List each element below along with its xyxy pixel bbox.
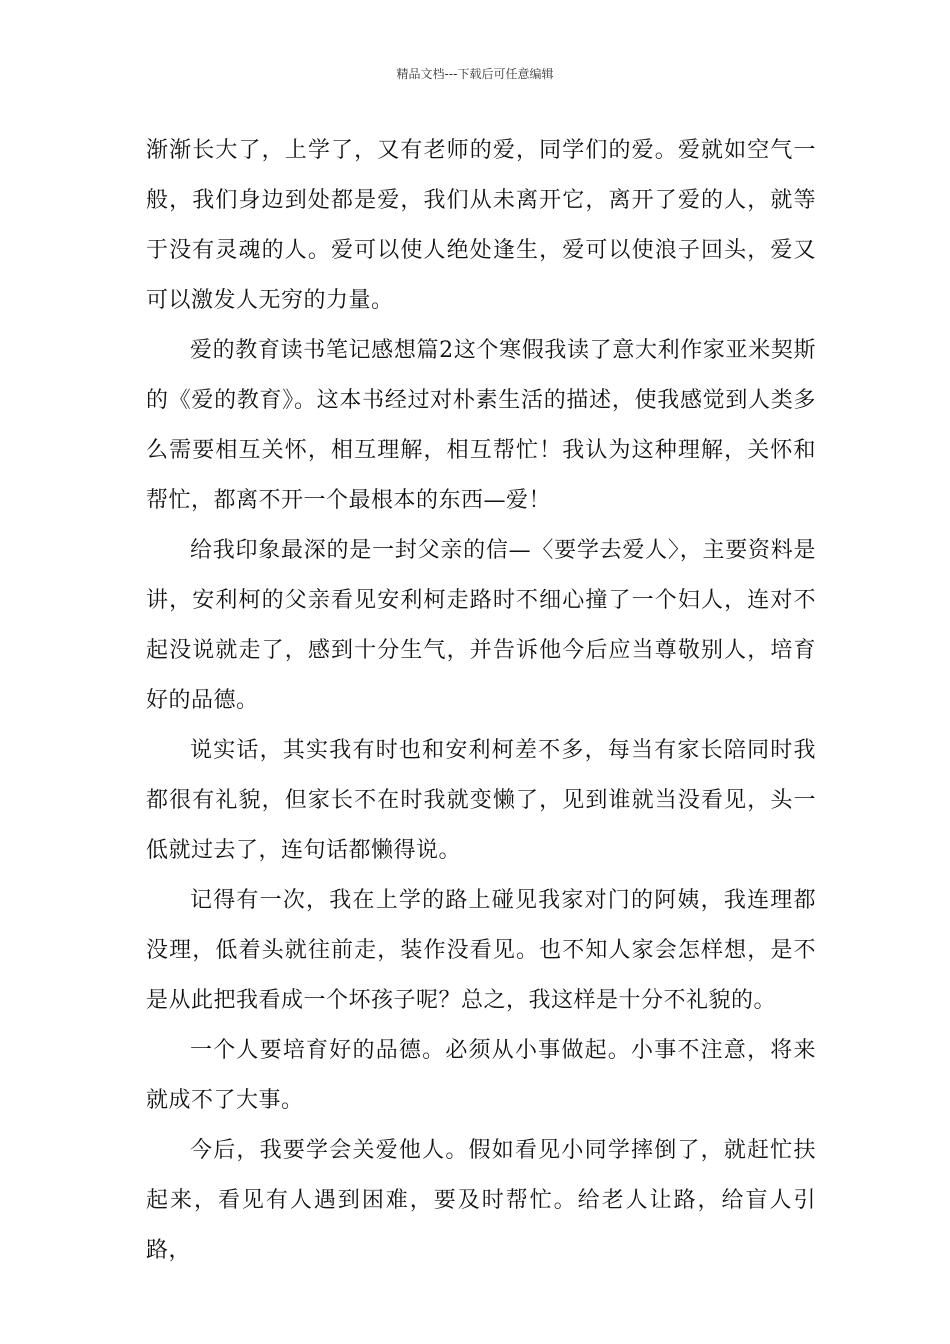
paragraph-3: 给我印象最深的是一封父亲的信—〈要学去爱人〉，主要资料是讲，安利柯的父亲看见安利柯走路时不细心撞了一个妇人，连对不起没说就走了，感到十分生气，并告诉他今后应当尊敬别人，培育好的品德。 (146, 538, 816, 713)
paragraph-2: 爱的教育读书笔记感想篇2这个寒假我读了意大利作家亚米契斯的《爱的教育》。这本书经过对朴素生活的描述，使我感觉到人类多么需要相互关怀，相互理解，相互帮忙！我认为这种理解，关怀和帮忙，都离不开一个最根本的东西—爱！ (146, 338, 816, 513)
paragraph-6: 一个人要培育好的品德。必须从小事做起。小事不注意，将来就成不了大事。 (146, 1038, 816, 1113)
paragraph-1: 渐渐长大了，上学了，又有老师的爱，同学们的爱。爱就如空气一般，我们身边到处都是爱，我们从未离开它，离开了爱的人，就等于没有灵魂的人。爱可以使人绝处逢生，爱可以使浪子回头，爱又可以激发人无穷的力量。 (146, 138, 816, 313)
paragraph-4: 说实话，其实我有时也和安利柯差不多，每当有家长陪同时我都很有礼貌，但家长不在时我就变懒了，见到谁就当没看见，头一低就过去了，连句话都懒得说。 (146, 738, 816, 863)
document-body (146, 126, 816, 1276)
paragraph-7: 今后，我要学会关爱他人。假如看见小同学摔倒了，就赶忙扶起来，看见有人遇到困难，要及时帮忙。给老人让路，给盲人引路， (146, 1138, 816, 1263)
page-header: 精品文档---下载后可任意编辑 (396, 67, 554, 81)
paragraph-5: 记得有一次，我在上学的路上碰见我家对门的阿姨，我连理都没理，低着头就往前走，装作没看见。也不知人家会怎样想，是不是从此把我看成一个坏孩子呢？总之，我这样是十分不礼貌的。 (146, 888, 816, 1013)
